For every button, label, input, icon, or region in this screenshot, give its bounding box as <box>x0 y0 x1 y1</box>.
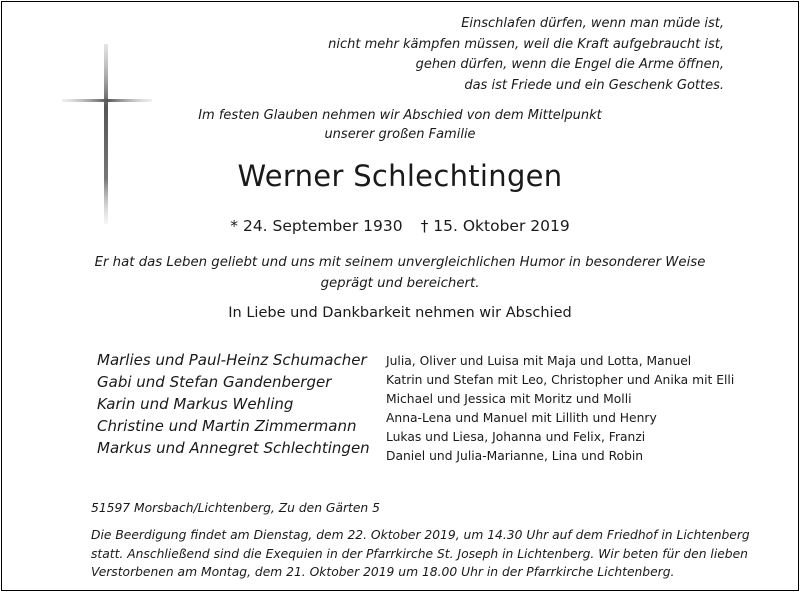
funeral-details <box>91 526 750 582</box>
list-item: Lukas und Liesa, Johanna und Felix, Franzi <box>386 430 646 444</box>
list-item: Christine und Martin Zimmermann <box>97 417 357 435</box>
tribute-line: geprägt und bereichert. <box>320 276 480 291</box>
life-dates <box>0 215 800 237</box>
funeral-line: statt. Anschließend sind die Exequien in der Pfarrkirche St. Joseph in Lichtenberg. Wir beten für den lieben <box>91 546 748 561</box>
list-item: Gabi und Stefan Gandenberger <box>97 373 332 391</box>
farewell-text: In Liebe und Dankbarkeit nehmen wir Abschied <box>228 305 572 321</box>
intro-text <box>0 106 800 144</box>
death-date: † 15. Oktober 2019 <box>420 217 570 235</box>
list-item: Markus und Annegret Schlechtingen <box>97 439 370 457</box>
birth-date: * 24. September 1930 <box>230 217 403 235</box>
tribute-text <box>0 252 800 294</box>
funeral-line: Verstorbenen am Montag, dem 21. Oktober 2019 um 18.00 Uhr in der Pfarrkirche Lichtenberg. <box>91 565 675 579</box>
list-item: Julia, Oliver und Luisa mit Maja und Lotta, Manuel <box>386 354 692 368</box>
list-item: Katrin und Stefan mit Leo, Christopher und Anika mit Elli <box>386 373 735 387</box>
list-item: Anna-Lena und Manuel mit Lillith und Henry <box>386 411 657 425</box>
list-item: Michael und Jessica mit Moritz und Molli <box>386 392 632 406</box>
tribute-line: Er hat das Leben geliebt und uns mit seinem unvergleichlichen Humor in besonderer Weise <box>94 255 706 270</box>
address: 51597 Morsbach/Lichtenberg, Zu den Gärten 5 <box>91 501 380 515</box>
family-grandchildren-list <box>386 352 734 466</box>
funeral-line: Die Beerdigung findet am Dienstag, dem 22. Oktober 2019, um 14.30 Uhr auf dem Friedhof in Lichtenberg <box>91 528 750 542</box>
poem-line: nicht mehr kämpfen müssen, weil die Kraft aufgebraucht ist, <box>328 36 724 52</box>
deceased-name: Werner Schlechtingen <box>237 159 563 193</box>
poem-line: gehen dürfen, wenn die Engel die Arme öffnen, <box>415 57 724 72</box>
intro-line: unserer großen Familie <box>324 127 476 142</box>
family-children-list <box>97 349 370 459</box>
list-item: Daniel und Julia-Marianne, Lina und Robin <box>386 449 644 463</box>
poem-line: Einschlafen dürfen, wenn man müde ist, <box>461 16 724 31</box>
intro-line: Im festen Glauben nehmen wir Abschied von dem Mittelpunkt <box>198 108 602 123</box>
list-item: Karin und Markus Wehling <box>97 395 294 413</box>
poem-line: das ist Friede und ein Geschenk Gottes. <box>464 77 724 93</box>
list-item: Marlies und Paul-Heinz Schumacher <box>97 351 367 369</box>
poem <box>328 14 724 96</box>
